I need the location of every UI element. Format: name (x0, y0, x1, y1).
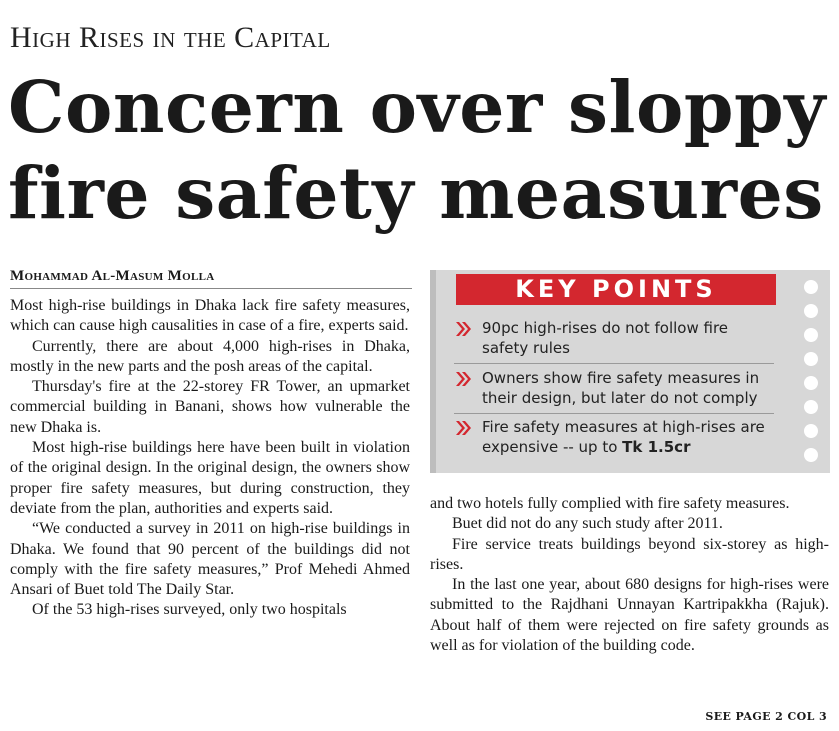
byline-rule (10, 288, 412, 289)
byline: Mohammad Al-Masum Molla (10, 268, 215, 284)
punch-hole-icon (804, 400, 818, 414)
paragraph: “We conducted a survey in 2011 on high-rise buildings in Dhaka. We found that 90 percent of the buildings did not comply with the fire safety measures,” Prof Mehedi Ahmed Ansari of Buet told The Daily Star. (10, 520, 410, 599)
punch-hole-icon (804, 280, 818, 294)
double-chevron-icon (454, 418, 474, 438)
jump-line: SEE PAGE 2 COL 3 (705, 710, 827, 723)
key-point-item (454, 318, 774, 358)
kicker: High Rises in the Capital (10, 21, 331, 54)
paragraph: Thursday's fire at the 22-storey FR Tower, an upmarket commercial building in Banani, shows how vulnerable the new Dhaka is. (10, 378, 410, 436)
paragraph: Most high-rise buildings here have been built in violation of the original design. In the original design, the owners show proper fire safety measures, but during construction, they deviate from the plan, authorities and experts said. (10, 439, 410, 517)
box-edge (430, 270, 436, 473)
key-points-box (430, 270, 830, 473)
divider (454, 413, 774, 414)
punch-hole-icon (804, 328, 818, 342)
paragraph: In the last one year, about 680 designs for high-rises were submitted to the Rajdhani Unnayan Kartripakkha (Rajuk). About half of them were rejected on fire safety grounds as well as for violation of the building code. (430, 576, 829, 655)
key-point-highlight: Tk 1.5cr (622, 438, 691, 456)
key-point-item (454, 417, 774, 457)
paragraph: and two hotels fully complied with fire safety measures. (430, 495, 790, 512)
punch-hole-icon (804, 304, 818, 318)
key-points-title: KEY POINTS (456, 274, 776, 305)
punch-hole-icon (804, 376, 818, 390)
double-chevron-icon (454, 319, 474, 339)
paragraph: Fire service treats buildings beyond six-storey as high-rises. (430, 535, 829, 573)
punch-hole-icon (804, 424, 818, 438)
key-point-item (454, 368, 774, 408)
key-point-text: Owners show fire safety measures in their design, but later do not comply (482, 369, 760, 407)
paragraph: Buet did not do any such study after 2011. (452, 515, 723, 533)
article-column-2 (430, 494, 829, 656)
paragraph: Currently, there are about 4,000 high-rises in Dhaka, mostly in the new parts and the posh areas of the capital. (10, 337, 410, 375)
punch-hole-icon (804, 448, 818, 462)
paragraph: Most high-rise buildings in Dhaka lack fire safety measures, which can cause high causalities in case of a fire, experts said. (10, 297, 410, 335)
double-chevron-icon (454, 369, 474, 389)
paragraph: Of the 53 high-rises surveyed, only two hospitals (32, 601, 347, 619)
key-point-text-main: Fire safety measures at high-rises are expensive -- up to (482, 418, 765, 456)
key-point-text (482, 417, 774, 457)
headline: Concern over sloppy fire safety measures (8, 65, 826, 235)
key-point-text: 90pc high-rises do not follow fire safety rules (482, 319, 729, 357)
divider (454, 363, 774, 364)
article-column-1 (10, 296, 410, 621)
punch-hole-icon (804, 352, 818, 366)
